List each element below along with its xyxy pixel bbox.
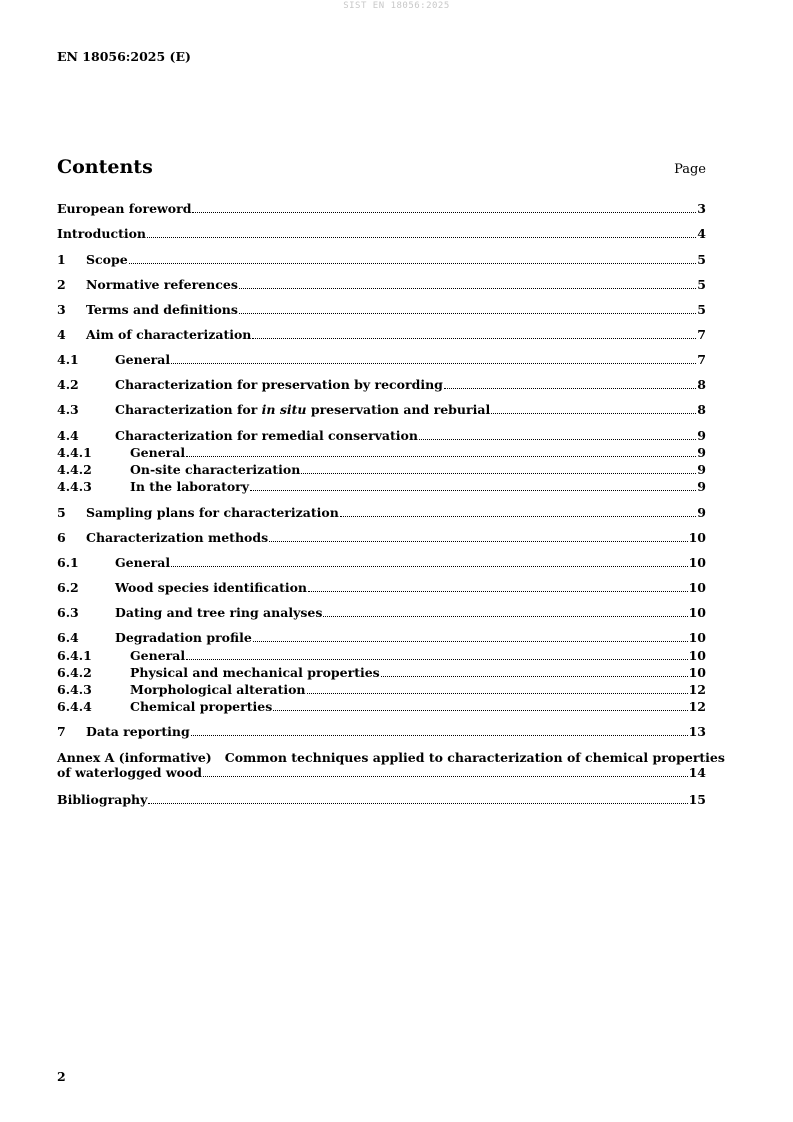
toc-entry-page: 4	[697, 226, 706, 241]
toc-entry-page: 10	[688, 580, 706, 595]
toc-entry-2[interactable]	[57, 277, 706, 292]
toc-entry-page: 7	[697, 352, 706, 367]
toc-entry-number: 6.1	[57, 555, 79, 570]
toc-entry-number: 6.4.3	[57, 682, 92, 697]
toc-entry-page: 12	[688, 682, 706, 697]
toc-entry-title: Sampling plans for characterization	[86, 505, 339, 520]
toc-entry-page: 10	[688, 555, 706, 570]
toc-entry-6-4-4[interactable]	[57, 699, 706, 714]
toc-entry-page: 13	[688, 724, 706, 739]
toc-entry-number: 2	[57, 277, 66, 292]
leader-dots	[186, 455, 696, 457]
toc-entry-number: 6.2	[57, 580, 79, 595]
leader-dots	[148, 802, 687, 804]
toc-entry-4-4-1[interactable]	[57, 445, 706, 460]
toc-entry-4-2[interactable]	[57, 377, 706, 392]
toc-entry-number: 6.4.2	[57, 665, 92, 680]
toc-entry-page: 9	[697, 462, 706, 477]
toc-entry-3[interactable]	[57, 302, 706, 317]
toc-entry-5[interactable]	[57, 505, 706, 520]
leader-dots	[186, 658, 687, 660]
annex-title-line1: Annex A (informative) Common techniques applied to characterization of chemical properties	[57, 750, 725, 765]
toc-entry-page: 8	[697, 402, 706, 417]
toc-entry-number: 6.3	[57, 605, 79, 620]
toc-entry-number: 4.4	[57, 428, 79, 443]
toc-entry-title: Dating and tree ring analyses	[115, 605, 323, 620]
toc-entry-introduction[interactable]	[57, 226, 706, 241]
toc-entry-number: 3	[57, 302, 66, 317]
leader-dots	[191, 734, 688, 736]
leader-dots	[239, 312, 696, 314]
toc-entry-title: General	[130, 648, 186, 663]
toc-entry-annex-a[interactable]	[57, 750, 725, 780]
page-column-label: Page	[674, 162, 706, 177]
toc-entry-title: Introduction	[57, 226, 147, 241]
toc-entry-number: 6	[57, 530, 66, 545]
toc-entry-title: European foreword	[57, 201, 192, 216]
leader-dots	[239, 287, 696, 289]
watermark: SIST EN 18056:2025	[343, 1, 450, 11]
toc-entry-title: Data reporting	[86, 724, 190, 739]
leader-dots	[192, 211, 696, 213]
toc-entry-page: 10	[688, 648, 706, 663]
toc-entry-number: 5	[57, 505, 66, 520]
toc-entry-title: Scope	[86, 252, 128, 267]
leader-dots	[147, 236, 696, 238]
toc-entry-number: 4.3	[57, 402, 79, 417]
annex-title-line2: of waterlogged wood	[57, 765, 203, 780]
toc-entry-title: Aim of characterization	[86, 327, 252, 342]
toc-entry-6-1[interactable]	[57, 555, 706, 570]
toc-entry-title: Characterization for remedial conservation	[115, 428, 418, 443]
leader-dots	[340, 515, 697, 517]
toc-entry-4-4-2[interactable]	[57, 462, 706, 477]
toc-entry-6-4[interactable]	[57, 630, 706, 645]
toc-entry-page: 5	[697, 252, 706, 267]
toc-entry-title: Terms and definitions	[86, 302, 238, 317]
leader-dots	[307, 692, 688, 694]
toc-entry-4-4-3[interactable]	[57, 479, 706, 494]
leader-dots	[252, 337, 696, 339]
toc-entry-number: 4.4.3	[57, 479, 92, 494]
toc-entry-title: Physical and mechanical properties	[130, 665, 380, 680]
toc-entry-number: 6.4.4	[57, 699, 92, 714]
document-id: EN 18056:2025 (E)	[57, 49, 191, 64]
toc-entry-1[interactable]	[57, 252, 706, 267]
toc-entry-number: 1	[57, 252, 66, 267]
toc-entry-page: 10	[688, 530, 706, 545]
toc-entry-number: 4.4.1	[57, 445, 92, 460]
toc-entry-7[interactable]	[57, 724, 706, 739]
toc-entry-number: 4	[57, 327, 66, 342]
toc-entry-title: Chemical properties	[130, 699, 273, 714]
toc-entry-page: 10	[688, 665, 706, 680]
toc-entry-number: 6.4.1	[57, 648, 92, 663]
toc-entry-page: 9	[697, 445, 706, 460]
leader-dots	[308, 590, 688, 592]
leader-dots	[381, 675, 688, 677]
toc-entry-page: 10	[688, 605, 706, 620]
toc-entry-title: Characterization methods	[86, 530, 269, 545]
leader-dots	[129, 262, 697, 264]
toc-entry-page: 12	[688, 699, 706, 714]
toc-entry-6-2[interactable]	[57, 580, 706, 595]
toc-entry-page: 3	[697, 201, 706, 216]
toc-entry-page: 8	[697, 377, 706, 392]
toc-entry-title: Characterization for preservation by recording	[115, 377, 443, 392]
toc-entry-number: 4.1	[57, 352, 79, 367]
toc-entry-6-3[interactable]	[57, 605, 706, 620]
toc-entry-title: General	[130, 445, 186, 460]
toc-entry-title: Characterization for in situ preservation and reburial	[115, 402, 491, 417]
toc-entry-title: In the laboratory	[130, 479, 250, 494]
toc-entry-bibliography[interactable]	[57, 792, 706, 807]
toc-entry-number: 4.2	[57, 377, 79, 392]
toc-entry-6[interactable]	[57, 530, 706, 545]
leader-dots	[273, 709, 687, 711]
toc-entry-page: 14	[688, 765, 706, 780]
leader-dots	[301, 472, 696, 474]
toc-entry-number: 7	[57, 724, 66, 739]
toc-entry-title: Morphological alteration	[130, 682, 306, 697]
toc-entry-4-1[interactable]	[57, 352, 706, 367]
contents-heading: Contents	[57, 156, 153, 178]
leader-dots	[253, 640, 688, 642]
toc-entry-6-4-3[interactable]	[57, 682, 706, 697]
toc-entry-page: 9	[697, 505, 706, 520]
leader-dots	[419, 438, 696, 440]
toc-entry-title: Bibliography	[57, 792, 148, 807]
toc-entry-4-4[interactable]	[57, 428, 706, 443]
toc-entry-european-foreword[interactable]	[57, 201, 706, 216]
toc-entry-title: General	[115, 555, 171, 570]
toc-entry-title: General	[115, 352, 171, 367]
leader-dots	[491, 412, 696, 414]
leader-dots	[269, 540, 687, 542]
leader-dots	[171, 362, 696, 364]
toc-entry-4-3[interactable]	[57, 402, 706, 417]
leader-dots	[250, 489, 696, 491]
toc-entry-number: 4.4.2	[57, 462, 92, 477]
toc-entry-page: 5	[697, 302, 706, 317]
toc-entry-title: Normative references	[86, 277, 238, 292]
toc-entry-page: 10	[688, 630, 706, 645]
toc-entry-page: 9	[697, 479, 706, 494]
leader-dots	[323, 615, 687, 617]
toc-entry-page: 7	[697, 327, 706, 342]
toc-entry-page: 5	[697, 277, 706, 292]
leader-dots	[171, 565, 687, 567]
toc-entry-4[interactable]	[57, 327, 706, 342]
toc-entry-6-4-1[interactable]	[57, 648, 706, 663]
leader-dots	[203, 775, 688, 777]
toc-entry-title: On-site characterization	[130, 462, 301, 477]
toc-entry-page: 9	[697, 428, 706, 443]
toc-entry-6-4-2[interactable]	[57, 665, 706, 680]
leader-dots	[444, 387, 696, 389]
toc-entry-title: Degradation profile	[115, 630, 252, 645]
page-number: 2	[57, 1069, 66, 1084]
toc-entry-title: Wood species identification	[115, 580, 308, 595]
toc-entry-page: 15	[688, 792, 706, 807]
toc-entry-number: 6.4	[57, 630, 79, 645]
